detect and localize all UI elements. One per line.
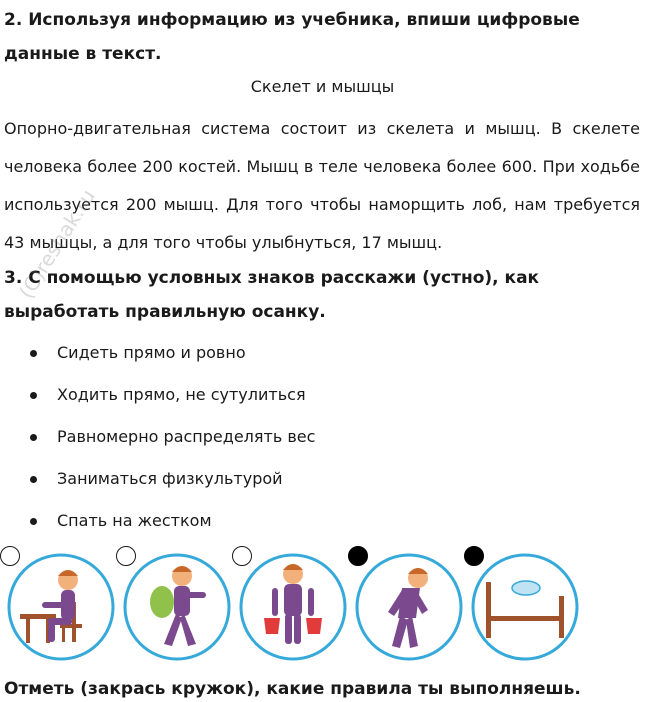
- text-title: Скелет и мышцы: [250, 77, 395, 96]
- rule-text: Равномерно распределять вес: [57, 427, 316, 446]
- pictogram-buckets: [238, 552, 348, 662]
- list-item: [0, 462, 315, 504]
- pictogram-sitting: [6, 552, 116, 662]
- walking-with-backpack-icon: [122, 552, 232, 662]
- checkbox-circle[interactable]: [0, 546, 20, 566]
- footer-task-text: Отметь (закрась кружок), какие правила ты выполняешь.: [4, 679, 581, 699]
- pictogram-row: [0, 546, 645, 670]
- rule-text: Заниматься физкультурой: [57, 469, 283, 488]
- rule-text: Спать на жестком: [57, 511, 212, 530]
- pictogram-exercise: [354, 552, 464, 662]
- doing-exercise-icon: [354, 552, 464, 662]
- sitting-at-desk-icon: [6, 552, 116, 662]
- list-item: [0, 378, 315, 420]
- posture-rules-list: [0, 336, 315, 546]
- bullet-icon: [30, 476, 37, 483]
- task3-heading-line1: 3. С помощью условных знаков расскажи (устно), как: [4, 268, 540, 288]
- task2-heading-line1: 2. Используя информацию из учебника, впиши цифровые: [4, 10, 580, 30]
- pictogram-walking: [122, 552, 232, 662]
- rule-text: Сидеть прямо и ровно: [57, 343, 246, 362]
- bullet-icon: [30, 392, 37, 399]
- checkbox-circle[interactable]: [116, 546, 136, 566]
- bed-icon: [470, 552, 580, 662]
- checkbox-circle[interactable]: [464, 546, 484, 566]
- carrying-two-buckets-icon: [238, 552, 348, 662]
- list-item: [0, 420, 315, 462]
- task2-heading-line2: данные в текст.: [4, 44, 162, 64]
- list-item: [0, 336, 315, 378]
- checkbox-circle[interactable]: [348, 546, 368, 566]
- checkbox-circle[interactable]: [232, 546, 252, 566]
- list-item: [0, 504, 315, 546]
- task3-heading-line2: выработать правильную осанку.: [4, 302, 326, 322]
- pictogram-bed: [470, 552, 580, 662]
- bullet-icon: [30, 518, 37, 525]
- watermark: (C)reshak.ru: [14, 184, 100, 303]
- paragraph-text: Опорно-двигательная система состоит из скелета и мышц. В скелете человека более 200 костей. Мышц в теле человека более 600. При ходьбе используется 200 мышц. Для того чтобы наморщить лоб, нам требуется 43 мышцы, а для того чтобы улыбнуться, 17 мышц.: [4, 119, 640, 252]
- bullet-icon: [30, 350, 37, 357]
- bullet-icon: [30, 434, 37, 441]
- rule-text: Ходить прямо, не сутулиться: [57, 385, 306, 404]
